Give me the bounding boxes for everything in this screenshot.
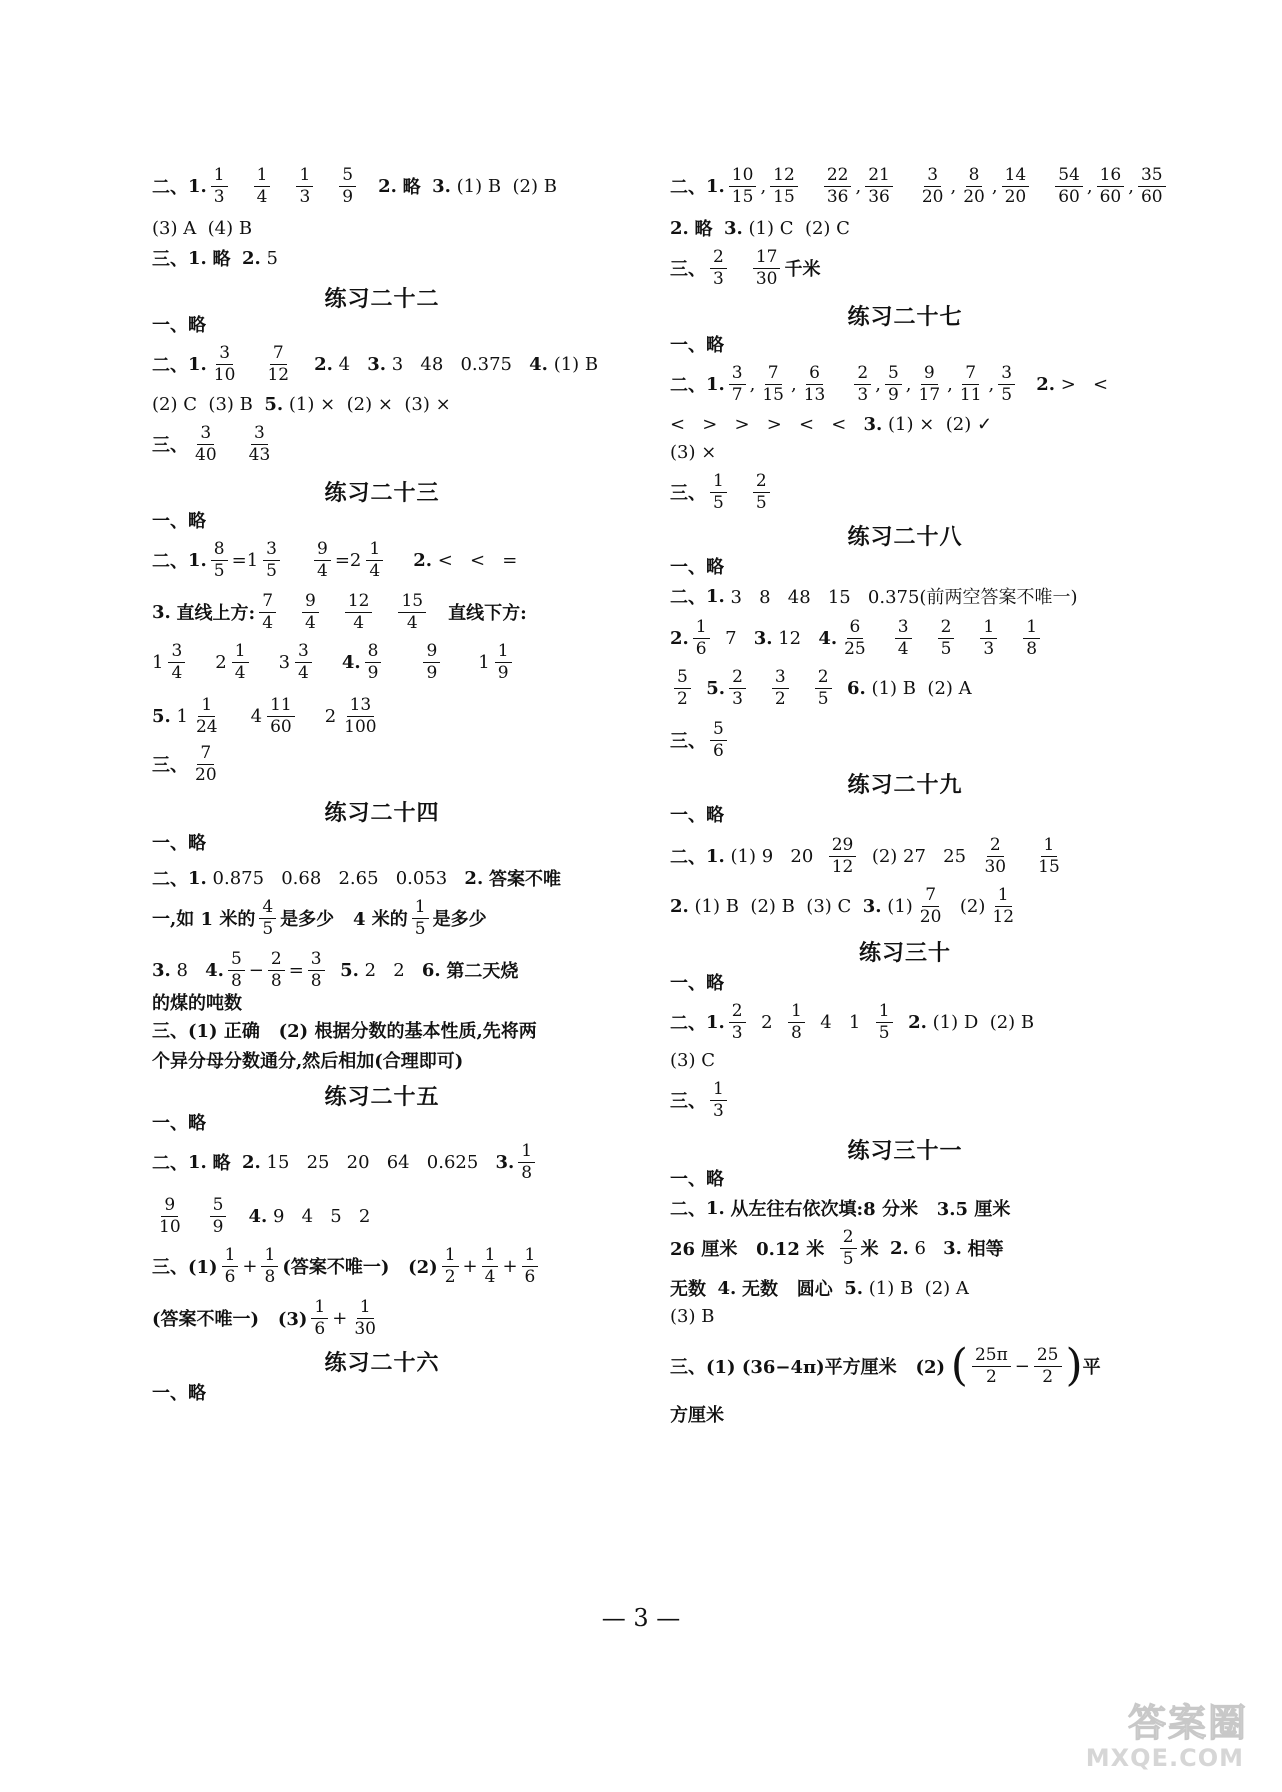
mixed-number: 3 $\frac{3}{4}$ (279, 643, 316, 682)
answer-line: 方厘米 (670, 1405, 724, 1426)
answer-line: 二、 1. 0.875 0.68 2.65 0.053 2. 答案不唯 (152, 867, 561, 890)
fraction: $\frac{3}{4}$ (895, 619, 912, 658)
answer-line: 二、 1. $\frac{1}{3}$ $\frac{1}{4}$ $\frac{1}{3}$ $\frac{5}{9}$ 2. 略 3. (1) B (2) B (152, 164, 557, 207)
fraction: $\frac{7}{20}$ (919, 884, 942, 927)
fraction: $\frac{5}{2}$ (674, 669, 691, 708)
fraction: $\frac{7}{4}$ (259, 593, 276, 632)
fraction: $\frac{3}{5}$ (998, 365, 1015, 404)
fraction: $\frac{1}{8}$ (788, 1003, 805, 1042)
fraction: $\frac{21}{36}$ (865, 167, 893, 206)
fraction: $\frac{12}{4}$ (345, 593, 373, 632)
answer-line: 三、 1. 略 2. 5 (152, 247, 278, 270)
answer-line: (3) C (670, 1049, 715, 1071)
fraction: $\frac{1}{6}$ (693, 619, 710, 658)
answer-line: 无数 4. 无数 圆心 5. (1) B (2) A (670, 1277, 969, 1300)
answer-line: 二、 1. $\frac{3}{7}$ , $\frac{7}{15}$ , $\frac{6}{13}$ $\frac{2}{3}$ , $\frac{5}{9}$ , $\frac{9}{17}$ , $\frac{7}{11}$ , $\frac{3}{5}$ 2. > < (670, 362, 1109, 405)
section-title: 练习二十三 (324, 480, 440, 506)
answer-line: 2. 略 3. (1) C (2) C (670, 217, 850, 240)
answer-line: 二、 1. $\frac{3}{10}$ $\frac{7}{12}$ 2. 4 3. 3 48 0.375 4. (1) B (152, 342, 599, 385)
fraction: $\frac{1}{4}$ (482, 1247, 499, 1286)
section-title: 练习二十八 (847, 524, 963, 550)
fraction: $\frac{16}{60}$ (1097, 167, 1125, 206)
fraction: $\frac{1}{3}$ (710, 1081, 727, 1120)
fraction: $\frac{1}{5}$ (710, 473, 727, 512)
fraction: $\frac{6}{13}$ (803, 362, 826, 405)
mixed-number: 1 $\frac{3}{4}$ (152, 643, 189, 682)
fraction: $\frac{5}{9}$ (339, 167, 356, 206)
fraction: $\frac{7}{11}$ (959, 362, 982, 405)
fraction: $\frac{25\pi}{2}$ (972, 1347, 1011, 1386)
fraction: $\frac{1}{6}$ (311, 1299, 328, 1338)
fraction: $\frac{8}{5}$ (211, 541, 228, 580)
answer-line: 三、(1) $\frac{1}{6}$ + $\frac{1}{8}$ (答案不唯一) (2) $\frac{1}{2}$ + $\frac{1}{4}$ + $\frac{1}{6}$ (152, 1240, 542, 1292)
fraction: $\frac{3}{40}$ (195, 422, 217, 465)
mixed-number: 1 $\frac{1}{24}$ (176, 694, 218, 737)
fraction: $\frac{2}{30}$ (984, 834, 1007, 877)
answer-line: 一、略 (152, 1383, 206, 1404)
fraction: $\frac{2}{3}$ (729, 1003, 746, 1042)
answer-line: 2. $\frac{1}{6}$ 7 3. 12 4. $\frac{6}{25}$ $\frac{3}{4}$ $\frac{2}{5}$ $\frac{1}{3}$ $\frac{1}{8}$ (670, 612, 1044, 664)
answer-line: 一、略 (152, 315, 206, 336)
fraction: $\frac{9}{9}$ (423, 643, 440, 682)
section-title: 练习二十二 (324, 286, 440, 312)
fraction: $\frac{1}{2}$ (442, 1247, 459, 1286)
fraction: $\frac{12}{15}$ (770, 167, 798, 206)
answer-line: (3) B (670, 1305, 715, 1327)
answer-line: 一、略 (670, 335, 724, 356)
fraction: $\frac{3}{43}$ (248, 422, 271, 465)
answer-line: 一、略 (152, 1113, 206, 1134)
fraction: $\frac{1}{4}$ (254, 167, 271, 206)
section-title: 练习二十九 (847, 772, 963, 798)
answer-line: 一、略 (152, 511, 206, 532)
mixed-number: 2 $\frac{1}{4}$ (350, 541, 387, 580)
answer-line: 二、 1. $\frac{8}{5}$ = 1 $\frac{3}{5}$ $\frac{9}{4}$ = 2 $\frac{1}{4}$ 2. < < = (152, 538, 518, 581)
fraction: $\frac{3}{20}$ (921, 164, 944, 207)
answer-line: 一,如 1 米的 $\frac{4}{5}$ 是多少 4 米的 $\frac{1}{5}$ 是多少 (152, 896, 487, 939)
section-title: 练习二十四 (324, 800, 440, 826)
answer-line: 三、 $\frac{7}{20}$ (152, 738, 224, 790)
answer-line: 二、 1. 3 8 48 15 0.375(前两空答案不唯一) (670, 585, 1078, 608)
fraction: $\frac{1}{3}$ (980, 619, 997, 658)
fraction: $\frac{4}{5}$ (259, 899, 276, 938)
answer-line: 26 厘米 0.12 米 $\frac{2}{5}$ 米 2. 6 3. 相等 (670, 1226, 1004, 1269)
fraction: $\frac{1}{5}$ (876, 1003, 893, 1042)
fraction: $\frac{2}{3}$ (710, 249, 727, 288)
fraction: $\frac{2}{5}$ (840, 1229, 857, 1268)
fraction: $\frac{5}{6}$ (710, 721, 727, 760)
answer-line: 二、 1. $\frac{10}{15}$ , $\frac{12}{15}$ $\frac{22}{36}$ , $\frac{21}{36}$ $\frac{3}{20}$ , $\frac{8}{20}$ , $\frac{14}{20}$ $\frac{54}{60}$ , $\frac{16}{60}$ , $\frac{35}{60}$ (670, 160, 1170, 212)
answer-line: 一、略 (670, 973, 724, 994)
fraction: $\frac{1}{8}$ (1023, 619, 1040, 658)
fraction: $\frac{5}{9}$ (210, 1197, 227, 1236)
fraction: $\frac{8}{9}$ (365, 643, 382, 682)
fraction: $\frac{2}{8}$ (268, 951, 285, 990)
section-title: 练习二十五 (324, 1084, 440, 1110)
fraction: $\frac{5}{8}$ (228, 951, 245, 990)
answer-line: (3) × (670, 441, 717, 463)
answer-line: 二、 1. 略 2. 15 25 20 64 0.625 3. $\frac{1}{8}$ (152, 1136, 539, 1188)
answer-line: < > > > < < 3. (1) × (2) ✓ (670, 413, 993, 435)
fraction: $\frac{5}{9}$ (885, 365, 902, 404)
answer-line: (3) A (4) B (152, 217, 253, 239)
answer-line: (2) C (3) B 5. (1) × (2) × (3) × (152, 393, 451, 415)
answer-line: 3. 直线上方: $\frac{7}{4}$ $\frac{9}{4}$ $\frac{12}{4}$ $\frac{15}{4}$ 直线下方: (152, 590, 527, 633)
fraction: $\frac{1}{30}$ (354, 1296, 376, 1339)
fraction: $\frac{1}{5}$ (412, 899, 429, 938)
answer-line: 一、略 (670, 557, 724, 578)
fraction: $\frac{17}{30}$ (753, 249, 781, 288)
fraction: $\frac{25}{2}$ (1034, 1347, 1062, 1386)
answer-line: 三、 $\frac{5}{6}$ (670, 714, 731, 766)
fraction: $\frac{1}{8}$ (261, 1247, 278, 1286)
fraction: $\frac{10}{15}$ (729, 167, 757, 206)
fraction: $\frac{7}{15}$ (762, 362, 784, 405)
mixed-number: 2 $\frac{1}{4}$ (215, 643, 252, 682)
answer-line: 3. 8 4. $\frac{5}{8}$ − $\frac{2}{8}$ = $\frac{3}{8}$ 5. 2 2 6. 第二天烧 (152, 948, 519, 991)
fraction: $\frac{9}{17}$ (918, 362, 941, 405)
answer-line: (答案不唯一) (3) $\frac{1}{6}$ + $\frac{1}{30}$ (152, 1292, 383, 1344)
answer-line: 三、 $\frac{1}{3}$ (670, 1074, 731, 1126)
answer-line: 三、(1) (36−4π)平方厘米 (2) ( $\frac{25\pi}{2}$ − $\frac{25}{2}$ ) 平 (670, 1340, 1101, 1391)
fraction: $\frac{7}{12}$ (267, 342, 290, 385)
section-title: 练习二十七 (847, 304, 963, 330)
answer-line: $\frac{9}{10}$ $\frac{5}{9}$ 4. 9 4 5 2 (152, 1190, 370, 1242)
answer-line: 2. (1) B (2) B (3) C 3. (1) $\frac{7}{20}$ (2) $\frac{1}{12}$ (670, 880, 1021, 932)
fraction: $\frac{14}{20}$ (1002, 167, 1030, 206)
fraction: $\frac{1}{6}$ (222, 1247, 239, 1286)
answer-line: 三、 $\frac{2}{3}$ $\frac{17}{30}$ 千米 (670, 246, 821, 289)
answer-line: 三、(1) 正确 (2) 根据分数的基本性质,先将两 (152, 1021, 537, 1042)
answer-line: 的煤的吨数 (152, 993, 242, 1014)
answer-line: 个异分母分数通分,然后相加(合理即可) (152, 1051, 464, 1072)
answer-line: 二、 1. 从左往右依次填:8 分米 3.5 厘米 (670, 1197, 1011, 1220)
fraction: $\frac{1}{8}$ (518, 1143, 535, 1182)
fraction: $\frac{2}{5}$ (938, 619, 955, 658)
fraction: $\frac{7}{20}$ (195, 742, 217, 785)
answer-line: 5. 1 $\frac{1}{24}$ 4 $\frac{11}{60}$ 2 $\frac{13}{100}$ (152, 690, 392, 742)
answer-line: 一、略 (152, 833, 206, 854)
answer-line: 三、 $\frac{1}{5}$ $\frac{2}{5}$ (670, 466, 774, 518)
mixed-number: 4 $\frac{11}{60}$ (251, 697, 299, 736)
fraction: $\frac{29}{12}$ (829, 837, 857, 876)
fraction: $\frac{54}{60}$ (1055, 167, 1083, 206)
fraction: $\frac{3}{7}$ (729, 365, 746, 404)
fraction: $\frac{3}{8}$ (308, 951, 325, 990)
fraction: $\frac{2}{5}$ (815, 669, 832, 708)
fraction: $\frac{1}{12}$ (992, 884, 1015, 927)
fraction: $\frac{6}{25}$ (844, 616, 866, 659)
mixed-number: 1 $\frac{1}{9}$ (478, 643, 515, 682)
answer-line: 一、略 (670, 805, 724, 826)
fraction: $\frac{8}{20}$ (963, 164, 985, 207)
fraction: $\frac{2}{3}$ (729, 669, 746, 708)
watermark-logo: 答案圈 MXQE.COM (1085, 1701, 1248, 1772)
page-number: — 3 — (601, 1604, 681, 1632)
fraction: $\frac{2}{3}$ (854, 365, 871, 404)
answer-line: 三、 $\frac{3}{40}$ $\frac{3}{43}$ (152, 418, 277, 470)
section-title: 练习三十 (858, 940, 951, 966)
fraction: $\frac{2}{5}$ (753, 473, 770, 512)
fraction: $\frac{1}{3}$ (211, 167, 228, 206)
mixed-number: 2 $\frac{13}{100}$ (324, 694, 377, 737)
answer-line: $\frac{5}{2}$ 5. $\frac{2}{3}$ $\frac{3}{2}$ $\frac{2}{5}$ 6. (1) B (2) A (670, 662, 972, 714)
fraction: $\frac{1}{6}$ (522, 1247, 539, 1286)
answer-line: 一、略 (670, 1169, 724, 1190)
section-title: 练习二十六 (324, 1350, 440, 1376)
fraction: $\frac{1}{15}$ (1038, 834, 1060, 877)
fraction: $\frac{15}{4}$ (398, 593, 426, 632)
answer-line: 二、 1. $\frac{2}{3}$ 2 $\frac{1}{8}$ 4 1 $\frac{1}{5}$ 2. (1) D (2) B (670, 1000, 1035, 1043)
fraction: $\frac{35}{60}$ (1138, 167, 1166, 206)
fraction: $\frac{1}{3}$ (296, 167, 313, 206)
fraction: $\frac{9}{10}$ (159, 1194, 181, 1237)
fraction: $\frac{9}{4}$ (302, 593, 319, 632)
fraction: $\frac{9}{4}$ (314, 541, 331, 580)
fraction: $\frac{22}{36}$ (824, 167, 852, 206)
mixed-number: 1 $\frac{3}{5}$ (247, 541, 284, 580)
answer-line: 二、 1. (1) 9 20 $\frac{29}{12}$ (2) 27 25 $\frac{2}{30}$ $\frac{1}{15}$ (670, 830, 1067, 882)
fraction: $\frac{3}{2}$ (772, 669, 789, 708)
section-title: 练习三十一 (847, 1138, 963, 1164)
fraction: $\frac{3}{10}$ (213, 342, 236, 385)
answer-line: 1 $\frac{3}{4}$ 2 $\frac{1}{4}$ 3 $\frac{3}{4}$ 4. $\frac{8}{9}$ $\frac{9}{9}$ 1 $\frac{1}{9}$ (152, 636, 524, 688)
